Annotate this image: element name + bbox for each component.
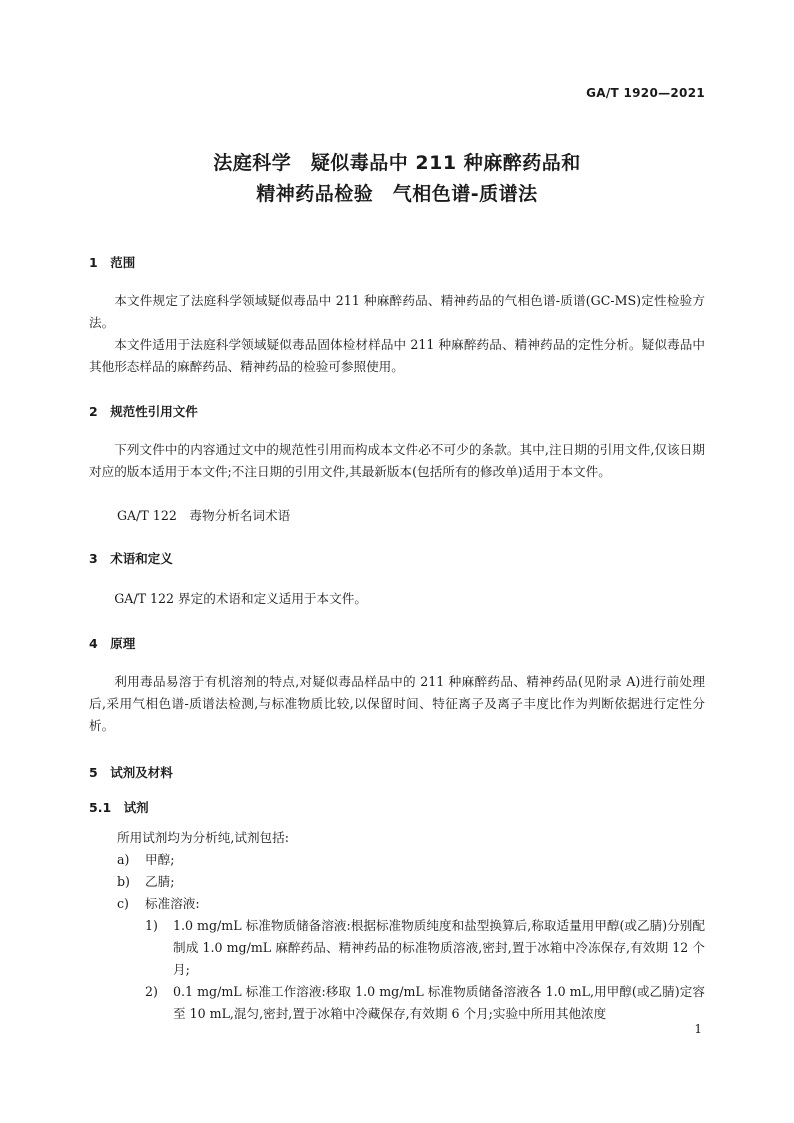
list-item-text: 甲醇; bbox=[145, 852, 175, 867]
sublist-item-label: 1) bbox=[145, 918, 158, 933]
list-item-text: 乙腈; bbox=[145, 874, 175, 889]
section-5-heading: 5 试剂及材料 bbox=[89, 765, 173, 780]
list-item-text: 标准溶液: bbox=[145, 896, 200, 911]
standard-code: GA/T 1920—2021 bbox=[586, 86, 705, 100]
section-1-paragraph-2: 本文件适用于法庭科学领域疑似毒品固体检材样品中 211 种麻醉药品、精神药品的定性分析。疑似毒品中其他形态样品的麻醉药品、精神药品的检验可参照使用。 bbox=[89, 337, 705, 374]
reagents-intro: 所用试剂均为分析纯,试剂包括: bbox=[117, 830, 289, 845]
section-2-heading: 2 规范性引用文件 bbox=[89, 404, 198, 419]
title-line-1: 法庭科学 疑似毒品中 211 种麻醉药品和 bbox=[213, 152, 581, 174]
list-item-label: b) bbox=[117, 874, 130, 889]
section-4-heading: 4 原理 bbox=[89, 636, 136, 651]
section-3-heading: 3 术语和定义 bbox=[89, 551, 173, 566]
sublist-item-text: 0.1 mg/mL 标准工作溶液:移取 1.0 mg/mL 标准物质储备溶液各 1.0 mL,用甲醇(或乙腈)定容至 10 mL,混匀,密封,置于冰箱中冷藏保存,有效期 6 个月;实验中所用其他浓度 bbox=[173, 984, 705, 1021]
list-item-label: c) bbox=[117, 896, 129, 911]
section-1-heading: 1 范围 bbox=[89, 255, 136, 270]
page-number: 1 bbox=[694, 1022, 702, 1036]
section-5-1-heading: 5.1 试剂 bbox=[89, 800, 149, 815]
title-line-2: 精神药品检验 气相色谱-质谱法 bbox=[256, 183, 538, 205]
section-1-paragraph-1: 本文件规定了法庭科学领域疑似毒品中 211 种麻醉药品、精神药品的气相色谱-质谱(GC-MS)定性检验方法。 bbox=[89, 293, 705, 330]
section-4-paragraph-1: 利用毒品易溶于有机溶剂的特点,对疑似毒品样品中的 211 种麻醉药品、精神药品(见附录 A)进行前处理后,采用气相色谱-质谱法检测,与标准物质比较,以保留时间、特征离子及离子丰度比作为判断依据进行定性分析。 bbox=[89, 674, 705, 733]
sublist-item-label: 2) bbox=[145, 984, 158, 999]
section-3-paragraph-1: GA/T 122 界定的术语和定义适用于本文件。 bbox=[114, 591, 367, 606]
list-item-label: a) bbox=[117, 852, 130, 867]
normative-reference: GA/T 122 毒物分析名词术语 bbox=[117, 508, 291, 523]
document-title bbox=[0, 148, 794, 210]
sublist-item-text: 1.0 mg/mL 标准物质储备溶液:根据标准物质纯度和盐型换算后,称取适量用甲醇(或乙腈)分别配制成 1.0 mg/mL 麻醉药品、精神药品的标准物质溶液,密封,置于冰箱中冷冻保存,有效期 12 个月; bbox=[173, 918, 705, 977]
section-2-paragraph-1: 下列文件中的内容通过文中的规范性引用而构成本文件必不可少的条款。其中,注日期的引用文件,仅该日期对应的版本适用于本文件;不注日期的引用文件,其最新版本(包括所有的修改单)适用于本文件。 bbox=[89, 442, 705, 479]
